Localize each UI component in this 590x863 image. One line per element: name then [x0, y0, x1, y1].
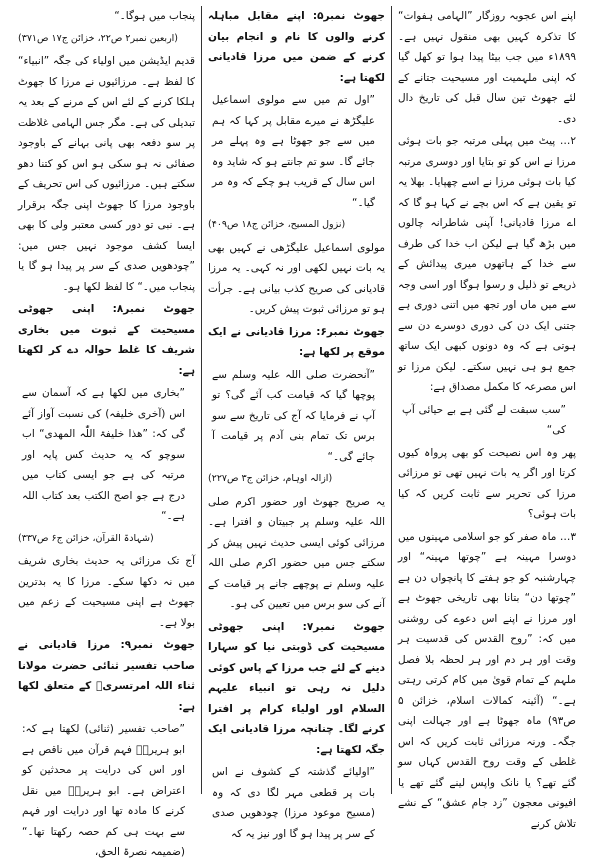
section-heading-paragraph: جھوٹ نمبر۹: مرزا قادیانی نے صاحب تفسیر ثنائی حضرت مولانا ثناء اللہ امرتسریؒ کے متعلق لکھا ہے:	[18, 639, 195, 713]
section-heading-paragraph: جھوٹ نمبر۶: مرزا قادیانی نے ایک موقع پر لکھا ہے:	[208, 325, 385, 358]
quotation-paragraph: ”صاحب تفسیر (ثنائی) لکھتا ہے کہ: ابو ہریرہؓ فہم قرآن میں ناقص ہے اور اس کی درایت پر محدثین کو اعتراض ہے۔ ابو ہریرہؓ میں نقل کرنے کا مادہ تھا اور درایت اور فہم سے بہت ہی کم حصہ رکھتا تھا۔“ (ضمیمہ نصرۃ الحق،	[22, 723, 185, 858]
quotation-paragraph: ”سب سبقت لے گئی ہے بے حیائی آپ کی“	[402, 403, 566, 436]
reference-citation: (شہادۃ القرآن، خزائن ج۶ ص۳۳۷)	[18, 532, 154, 544]
section-heading-paragraph: جھوٹ نمبر۷: اپنی جھوٹی مسیحیت کی ڈوبتی نیا کو سہارا دینے کے لئے جب مرزا کے پاس کوئی دلیل نہ رہی تو انبیاء علیہم السلام اور اولیاء کرام پر افترا کرنے لگا۔ چنانچہ مرزا قادیانی ایک جگہ لکھتا ہے:	[208, 620, 385, 756]
body-paragraph: قدیم ایڈیشن میں اولیاء کی جگہ ”انبیاء“ کا لفظ ہے۔ مرزائیوں نے مرزا کا جھوٹ ہلکا کرنے کے لئے اس کے مرنے کے بعد یہ تبدیلی کی ہے۔ مگر جس الہامی غلاظت پر سو دفعہ بھی پانی بہانے کے باوجود صفائی نہ ہو سکی ہو اس کو کتنا دھو سکتے ہیں۔ مرزائیوں کی اس تحریف کے باوجود مرزا کا جھوٹ اپنی جگہ برقرار ہے۔ نبی تو دور کسی معتبر ولی کا بھی ایسا کشف موجود نہیں جس میں: ”چودھویں صدی کے سر پر پیدا ہو گا یا پنجاب میں۔“ کا لفظ لکھا ہو۔	[18, 55, 195, 293]
body-paragraph: آج تک مرزائی یہ حدیث بخاری شریف میں نہ دکھا سکے۔ مرزا کا یہ بدترین جھوٹ ہے اپنی مسیحیت کے زعم میں بولا ہے۔	[18, 555, 195, 629]
reference-citation: (نزول المسیح، خزائن ج۱۸ ص۴۰۹)	[208, 219, 346, 230]
reference-citation: (ازالہ اوہام، خزائن ج۳ ص۲۲۷)	[208, 473, 333, 484]
section-heading-paragraph: جھوٹ نمبر۵: اپنے مقابل مباہلہ کرنے والوں کا نام و انجام بیان کرنے کے ضمن میں مرزا قادیانی لکھتا ہے:	[208, 10, 385, 84]
quotation-paragraph: ”آنحضرت صلی اللہ علیہ وسلم سے پوچھا گیا کہ قیامت کب آئے گی؟ تو آپ نے فرمایا کہ آج کی تاریخ سے سو برس تک تمام بنی آدم پر قیامت آ جائے گی۔“	[212, 368, 375, 463]
reference-citation: (اربعین نمبر۲ ص۲۲، خزائن ج۱۷ ص۳۷۱)	[18, 32, 179, 44]
section-heading-paragraph: جھوٹ نمبر۸: اپنی جھوٹی مسیحیت کے ثبوت میں بخاری شریف کا غلط حوالہ دے کر لکھتا ہے:	[18, 303, 195, 377]
quotation-paragraph: ”اول تم میں سے مولوی اسماعیل علیگڑھ نے میرے مقابل پر کہا کہ ہم میں سے جو جھوٹا ہے وہ پہلے مر جائے گا۔ سو تم جانتے ہو کہ شاید وہ اس سال کے قریب ہو چکے کہ وہ مر گیا۔“	[212, 94, 375, 209]
body-paragraph: مولوی اسماعیل علیگڑھی نے کہیں بھی یہ بات نہیں لکھی اور نہ کہی۔ یہ مرزا قادیانی کی صریح کذب بیانی ہے۔ جرأت ہو تو مرزائی ثبوت پیش کریں۔	[208, 241, 385, 315]
column-right	[392, 6, 582, 830]
body-paragraph: ۳… ماہ صفر کو جو اسلامی مہینوں میں دوسرا مہینہ ہے ”چوتھا مہینہ“ اور چہارشنبہ کو جو ہفتے کا پانچواں دن ہے ”چوتھا دن“ بتانا بھی تاریخی جھوٹ ہے اور مرزا نے اپنے اس دعوے کی روشنی میں کہ: ”روح القدس کی قدسیت ہر وقت اور ہر دم اور ہر لحظہ بلا فصل ملہم کے تمام قویٰ میں کام کرتی رہتی ہے۔“ (آئینہ کمالات اسلام، خزائن ۵ ص۹۳) ماہ جھوٹا ہے اور جہالت اپنی جگہ۔ ورنہ مرزائی ثابت کریں کہ اس غلطی کے وقت روح القدس کہاں سو گئے تھے؟ یا نانک واپس لینے گئے تھے یا افیونی معجون ”زد جام عشق“ کے نشے تلاش کرنے	[398, 530, 576, 830]
body-paragraph: یہ صریح جھوٹ اور حضور اکرم صلی اللہ علیہ وسلم پر جبیتان و افترا ہے۔ مرزائی کوئی ایسی حدیث نہیں پیش کر سکتے جس میں حضور اکرم صلی اللہ علیہ وسلم نے پوچھے جانے پر قیامت کے آنے کی سو برس میں تعیین کی ہو۔	[208, 495, 385, 610]
quotation-paragraph: ”اولیائے گذشتہ کے کشوف نے اس بات پر قطعی مہر لگا دی کہ وہ (مسیح موعود مرزا) چودھویں صدی کے سر پر پیدا ہو گا اور نیز یہ کہ	[212, 766, 375, 840]
column-middle	[202, 6, 392, 840]
body-paragraph: اپنے اس عجوبہ روزگار ”الہامی ہفوات“ کا تذکرہ کہیں بھی منقول نہیں ہے۔ ۱۸۹۹ء میں جب بیٹا پیدا ہوا تو کھل گیا کہ اپنی ملہمیت اور مسیحیت جتانے کے لئے جھوٹ تین سال قبل کی تاریخ دال دی۔	[398, 10, 576, 125]
quotation-paragraph: ”بخاری میں لکھا ہے کہ آسمان سے اس (آخری خلیفہ) کی نسبت آواز آئے گی کہ: ”ھذا خلیفۃ اللّٰہ المھدی“ اب سوچو کہ یہ حدیث کس پایہ اور مرتبہ کی ہے جو ایسی کتاب میں درج ہے جو اصح الکتب بعد کتاب اللہ ہے۔“	[22, 387, 185, 522]
body-paragraph: پنجاب میں ہوگا۔“	[114, 10, 195, 22]
body-paragraph: پھر وہ اس نصیحت کو بھی پرواہ کیوں کرتا اور اگر یہ بات نہیں تھی تو مرزائی مرزا کی تحریر سے ثابت کریں کہ کیا بات ہوئی؟	[398, 446, 576, 520]
body-paragraph: ۲… پیٹ میں پہلی مرتبہ جو بات ہوئی مرزا نے اس کو تو بتایا اور دوسری مرتبہ کیا بات ہوئی مرزا نے اسے چھپایا۔ بھلا یہ تو یقین ہے کہ اس بچے نے کہا ہو گا کہ اے مرزا قادیانی! آپنی شاطرانہ چالوں میں بڑھ گیا ہے لیکن اب خدا کی طرف سے خدا کے ہاتھوں میری پیدائش کے ذریعے تو ذلیل و رسوا ہوگا اور اسی وجہ سے میں ماں اور تجھ میں اتنی دوری ہے جتنی ایک دن کی دوری دوسرے دن سے ہوتی ہے کہ وہ دونوں کبھی ایک ساتھ جمع ہو ہی نہیں سکتے۔ لیکن مرزا تو اس مصرعہ کا مکمل مصداق ہے:	[398, 135, 576, 393]
column-left	[12, 6, 202, 858]
